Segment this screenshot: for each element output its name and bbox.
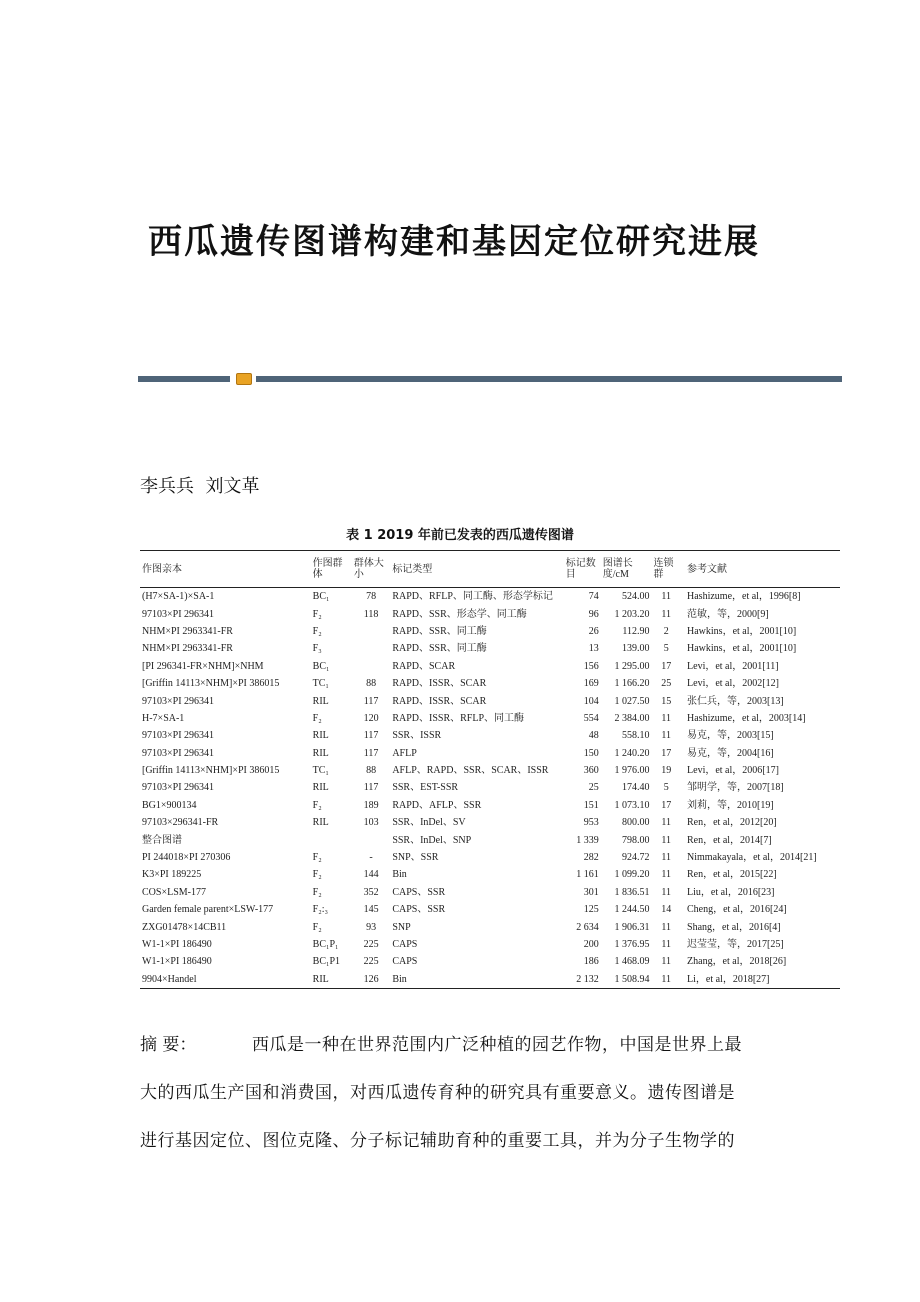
table-row: [140, 884, 840, 901]
cell-parents: NHM×PI 2963341-FR: [142, 643, 233, 655]
cell-reference: 易克，等，2004[16]: [687, 747, 774, 759]
cell-map-length: 1 099.20: [614, 869, 650, 881]
cell-marker-count: 169: [583, 678, 599, 690]
genetic-maps-table: [140, 550, 840, 989]
cell-parents: Garden female parent×LSW-177: [142, 904, 274, 916]
table-row: [140, 745, 840, 762]
table-row: [140, 692, 840, 709]
cell-population: TC₁: [312, 765, 329, 777]
cell-population-size: 144: [363, 869, 379, 881]
table-row: [140, 918, 840, 935]
cell-reference: 邹明学，等，2007[18]: [687, 782, 784, 794]
cell-reference: 刘莉，等，2010[19]: [687, 799, 774, 811]
cell-parents: NHM×PI 2963341-FR: [142, 625, 233, 637]
cell-population-size: 120: [363, 712, 379, 724]
cell-marker-count: 74: [588, 591, 599, 603]
cell-population: F₂: [312, 886, 322, 898]
cell-marker-type: SSR、EST-SSR: [392, 782, 459, 794]
cell-population: F₂: [312, 799, 322, 811]
cell-map-length: 1 073.10: [614, 799, 650, 811]
cell-map-length: 1 468.09: [614, 956, 650, 968]
table-row: [140, 831, 840, 848]
cell-population-size: -: [369, 852, 373, 864]
cell-marker-type: RAPD、SSR、同工酶: [392, 625, 487, 637]
cell-reference: Levi，et al，2002[12]: [687, 678, 779, 690]
cell-parents: ZXG01478×14CB11: [142, 921, 227, 933]
cell-population-size: 88: [366, 765, 377, 777]
cell-marker-type: Bin: [392, 869, 407, 881]
cell-population-size: [352, 640, 390, 657]
cell-parents: H-7×SA-1: [142, 712, 185, 724]
cell-parents: [PI 296341-FR×NHM]×NHM: [142, 660, 264, 672]
cell-linkage-groups: 25: [661, 678, 672, 690]
cell-marker-type: AFLP、RAPD、SSR、SCAR、ISSR: [392, 765, 549, 777]
cell-population-size: [352, 831, 390, 848]
cell-linkage-groups: 11: [661, 608, 672, 620]
abstract-text-1: 西瓜是一种在世界范围内广泛种植的园艺作物，中国是世界上最: [252, 1035, 742, 1055]
cell-map-length: 1 240.20: [614, 747, 650, 759]
cell-marker-count: 2 132: [576, 973, 599, 985]
cell-marker-count: 1 339: [576, 834, 599, 846]
cell-population: BC₁P₁: [312, 939, 339, 950]
cell-population: F₂: [312, 712, 322, 724]
cell-linkage-groups: 2: [663, 625, 669, 637]
cell-reference: Hashizume，et al，1996[8]: [687, 591, 801, 603]
table-row: [140, 779, 840, 796]
cell-reference: 范敏，等，2000[9]: [687, 608, 769, 620]
cell-map-length: 924.72: [621, 852, 650, 864]
cell-population: BC₁P1: [312, 956, 341, 968]
cell-reference: Liu，et al，2016[23]: [687, 886, 775, 898]
header-marker-count: 标记数目: [564, 551, 601, 588]
header-parents: 作图亲本: [140, 551, 311, 588]
cell-linkage-groups: 17: [661, 799, 672, 811]
cell-map-length: 1 244.50: [614, 904, 650, 916]
table-row: [140, 710, 840, 727]
cell-population-size: 78: [366, 591, 377, 603]
divider-bar-right: [256, 376, 842, 382]
cell-marker-count: 13: [588, 643, 599, 655]
table-row: [140, 605, 840, 622]
cell-marker-type: SSR、ISSR: [392, 730, 442, 742]
cell-population-size: 88: [366, 678, 377, 690]
cell-map-length: 174.40: [621, 782, 650, 794]
cell-marker-type: SNP: [392, 921, 411, 933]
cell-reference: 迟莹莹，等，2017[25]: [687, 939, 784, 950]
cell-population-size: 352: [363, 886, 379, 898]
cell-parents: W1-1×PI 186490: [142, 939, 212, 950]
cell-parents: W1-1×PI 186490: [142, 956, 212, 968]
cell-population-size: 117: [363, 730, 379, 742]
cell-marker-count: 282: [583, 852, 599, 864]
table-row: [140, 936, 840, 953]
cell-marker-count: 48: [588, 730, 599, 742]
cell-population-size: 117: [363, 747, 379, 759]
cell-population: BC₁: [312, 591, 330, 603]
cell-population: F₂: [312, 869, 322, 881]
table-row: [140, 901, 840, 918]
cell-population: F₂: [312, 625, 322, 637]
cell-population: F₂:₃: [312, 904, 328, 916]
cell-map-length: 800.00: [621, 817, 650, 829]
header-marker-type: 标记类型: [390, 551, 563, 588]
cell-parents: 97103×PI 296341: [142, 608, 215, 620]
cell-population-size: [352, 623, 390, 640]
table-row: [140, 658, 840, 675]
cell-linkage-groups: 11: [661, 869, 672, 881]
cell-parents: 97103×296341-FR: [142, 817, 219, 829]
cell-marker-count: 151: [583, 799, 599, 811]
cell-reference: Hashizume，et al，2003[14]: [687, 712, 806, 724]
cell-population-size: [352, 658, 390, 675]
cell-population: RIL: [312, 730, 329, 742]
cell-population: RIL: [312, 782, 329, 794]
cell-population: TC₁: [312, 678, 329, 690]
cell-parents: 9904×Handel: [142, 973, 197, 985]
cell-linkage-groups: 11: [661, 712, 672, 724]
cell-population-size: 189: [363, 799, 379, 811]
cell-reference: Shang，et al，2016[4]: [687, 921, 781, 933]
cell-parents: [Griffin 14113×NHM]×PI 386015: [142, 678, 280, 690]
table-header-row: [140, 551, 840, 588]
cell-reference: Hawkins，et al，2001[10]: [687, 643, 797, 655]
cell-population-size: 145: [363, 904, 379, 916]
cell-population-size: 225: [363, 956, 379, 968]
cell-linkage-groups: 11: [661, 817, 672, 829]
cell-marker-type: RAPD、AFLP、SSR: [392, 799, 482, 811]
table-row: [140, 849, 840, 866]
cell-population-size: 117: [363, 695, 379, 707]
cell-reference: Ren，et al，2014[7]: [687, 834, 772, 846]
cell-marker-count: 2 634: [576, 921, 599, 933]
table-row: [140, 953, 840, 970]
table-body: [140, 588, 840, 989]
table-row: [140, 727, 840, 744]
cell-map-length: 558.10: [621, 730, 650, 742]
cell-marker-type: RAPD、ISSR、SCAR: [392, 678, 487, 690]
cell-reference: Nimmakayala，et al，2014[21]: [687, 852, 817, 864]
cell-reference: 易克，等，2003[15]: [687, 730, 774, 742]
cell-linkage-groups: 11: [661, 852, 672, 864]
cell-reference: Levi，et al，2001[11]: [687, 660, 779, 672]
cell-linkage-groups: 19: [661, 765, 672, 777]
abstract-line-1: [140, 1030, 742, 1055]
cell-marker-type: SSR、InDel、SNP: [392, 834, 472, 846]
cell-linkage-groups: 11: [661, 939, 672, 950]
cell-marker-count: 96: [588, 608, 599, 620]
cell-reference: Li，et al，2018[27]: [687, 973, 770, 985]
cell-population-size: 225: [363, 939, 379, 950]
cell-population-size: 93: [366, 921, 377, 933]
cell-linkage-groups: 5: [663, 643, 669, 655]
cell-linkage-groups: 11: [661, 834, 672, 846]
cell-parents: 97103×PI 296341: [142, 695, 215, 707]
cell-population: RIL: [312, 817, 329, 829]
cell-parents: K3×PI 189225: [142, 869, 202, 881]
cell-marker-count: 301: [583, 886, 599, 898]
cell-map-length: 1 027.50: [614, 695, 650, 707]
cell-population: F₂: [312, 921, 322, 933]
cell-parents: 97103×PI 296341: [142, 747, 215, 759]
header-reference: 参考文献: [681, 551, 840, 588]
table-row: [140, 588, 840, 606]
cell-linkage-groups: 17: [661, 747, 672, 759]
abstract-label: 摘 要：: [140, 1035, 197, 1055]
cell-reference: Zhang，et al，2018[26]: [687, 956, 787, 968]
table-row: [140, 640, 840, 657]
cell-reference: Hawkins，et al，2001[10]: [687, 625, 797, 637]
cell-marker-type: SSR、InDel、SV: [392, 817, 466, 829]
cell-linkage-groups: 11: [661, 591, 672, 603]
cell-map-length: 112.90: [622, 625, 650, 637]
cell-parents: 97103×PI 296341: [142, 782, 215, 794]
cell-parents: BG1×900134: [142, 799, 197, 811]
cell-marker-count: 360: [583, 765, 599, 777]
cell-marker-type: Bin: [392, 973, 407, 985]
cell-parents: 97103×PI 296341: [142, 730, 215, 742]
cell-marker-count: 25: [588, 782, 599, 794]
divider-bar-left: [138, 376, 230, 382]
table-row: [140, 762, 840, 779]
cell-map-length: 1 376.95: [614, 939, 650, 950]
cell-reference: Cheng，et al，2016[24]: [687, 904, 787, 916]
cell-map-length: 1 508.94: [614, 973, 650, 985]
table-row: [140, 866, 840, 883]
authors: 李兵兵 刘文革: [140, 476, 260, 497]
cell-linkage-groups: 14: [661, 904, 672, 916]
cell-population: BC₁: [312, 660, 330, 672]
table-row: [140, 797, 840, 814]
cell-population-size: 126: [363, 973, 379, 985]
cell-map-length: 798.00: [621, 834, 650, 846]
cell-linkage-groups: 11: [661, 730, 672, 742]
cell-population: [311, 831, 352, 848]
cell-map-length: 139.00: [621, 643, 650, 655]
cell-marker-type: CAPS、SSR: [392, 904, 446, 916]
cell-marker-type: RAPD、ISSR、SCAR: [392, 695, 487, 707]
cell-parents: (H7×SA-1)×SA-1: [142, 591, 215, 603]
cell-marker-count: 26: [588, 625, 599, 637]
cell-linkage-groups: 11: [661, 921, 672, 933]
cell-reference: Ren，et al，2012[20]: [687, 817, 777, 829]
cell-map-length: 1 203.20: [614, 608, 650, 620]
cell-reference: 张仁兵，等，2003[13]: [687, 695, 784, 707]
cell-linkage-groups: 11: [661, 973, 672, 985]
cell-map-length: 1 166.20: [614, 678, 650, 690]
cell-population: RIL: [312, 973, 329, 985]
cell-linkage-groups: 15: [661, 695, 672, 707]
cell-map-length: 2 384.00: [614, 712, 650, 724]
cell-linkage-groups: 5: [663, 782, 669, 794]
header-population-size: 群体大小: [352, 551, 390, 588]
cell-marker-count: 200: [583, 939, 599, 950]
cell-parents: COS×LSM-177: [142, 886, 206, 898]
cell-reference: Levi，et al，2006[17]: [687, 765, 779, 777]
cell-population-size: 117: [363, 782, 379, 794]
cell-marker-type: CAPS、SSR: [392, 886, 446, 898]
header-map-length: 图谱长度/cM: [601, 551, 652, 588]
cell-linkage-groups: 11: [661, 956, 672, 968]
cell-marker-type: AFLP: [392, 747, 417, 759]
cell-population: RIL: [312, 747, 329, 759]
cell-population: F₂: [312, 608, 322, 620]
cell-marker-count: 1 161: [576, 869, 599, 881]
cell-marker-type: RAPD、ISSR、RFLP、同工酶: [392, 712, 525, 724]
cell-population: F₂: [312, 852, 322, 864]
header-population: 作图群体: [311, 551, 352, 588]
cell-population-size: 118: [363, 608, 379, 620]
cell-marker-type: SNP、SSR: [392, 852, 439, 864]
cell-marker-count: 156: [583, 660, 599, 672]
cell-map-length: 1 295.00: [614, 660, 650, 672]
cell-marker-type: RAPD、SSR、形态学、同工酶: [392, 608, 527, 620]
table-row: [140, 814, 840, 831]
cell-parents: [Griffin 14113×NHM]×PI 386015: [142, 765, 280, 777]
table-row: [140, 675, 840, 692]
header-linkage-groups: 连锁群: [651, 551, 681, 588]
decorative-divider: [138, 373, 842, 385]
cell-population: F₃: [312, 643, 322, 655]
table-caption: 表 1 2019 年前已发表的西瓜遗传图谱: [346, 528, 574, 543]
cell-map-length: 524.00: [621, 591, 650, 603]
cell-marker-type: CAPS: [392, 956, 418, 968]
cell-reference: Ren，et al，2015[22]: [687, 869, 777, 881]
cell-parents: PI 244018×PI 270306: [142, 852, 231, 864]
cell-map-length: 1 976.00: [614, 765, 650, 777]
page-title: 西瓜遗传图谱构建和基因定位研究进展: [148, 222, 760, 262]
cell-population-size: 103: [363, 817, 379, 829]
abstract-line-2: 大的西瓜生产国和消费国，对西瓜遗传育种的研究具有重要意义。遗传图谱是: [140, 1083, 735, 1103]
cell-map-length: 1 906.31: [614, 921, 650, 933]
table-row: [140, 971, 840, 989]
cell-marker-type: RAPD、SCAR: [392, 660, 456, 672]
cell-marker-count: 554: [583, 712, 599, 724]
table-row: [140, 623, 840, 640]
cell-marker-type: RAPD、SSR、同工酶: [392, 643, 487, 655]
cell-marker-type: CAPS: [392, 939, 418, 950]
cell-linkage-groups: 17: [661, 660, 672, 672]
cell-marker-count: 125: [583, 904, 599, 916]
cell-marker-count: 150: [583, 747, 599, 759]
envelope-icon: [236, 373, 252, 385]
cell-marker-type: RAPD、RFLP、同工酶、形态学标记: [392, 591, 553, 603]
abstract-line-3: 进行基因定位、图位克隆、分子标记辅助育种的重要工具，并为分子生物学的: [140, 1131, 735, 1151]
cell-linkage-groups: 11: [661, 886, 672, 898]
cell-parents: 整合图谱: [142, 834, 182, 846]
cell-marker-count: 953: [583, 817, 599, 829]
cell-marker-count: 186: [583, 956, 599, 968]
cell-map-length: 1 836.51: [614, 886, 650, 898]
cell-population: RIL: [312, 695, 329, 707]
cell-marker-count: 104: [583, 695, 599, 707]
